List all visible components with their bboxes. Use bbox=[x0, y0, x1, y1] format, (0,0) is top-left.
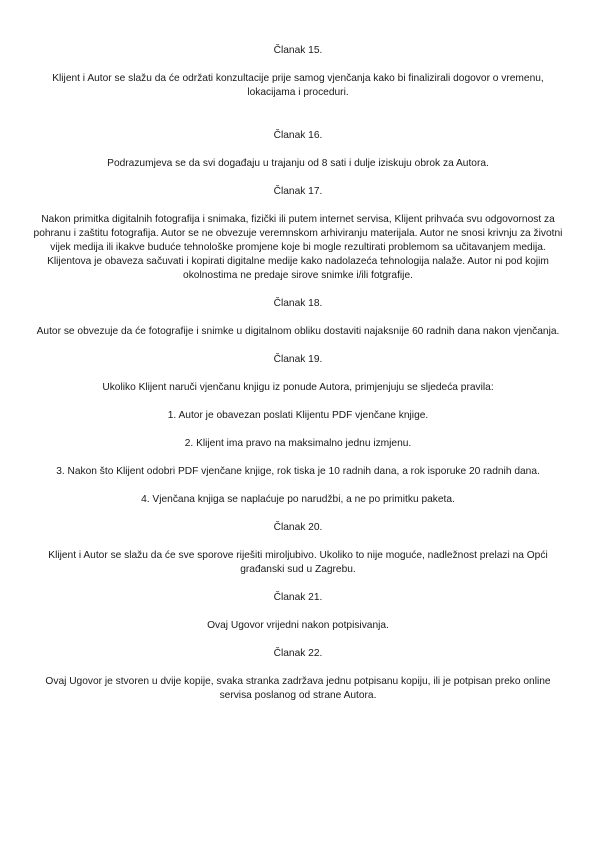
article-heading-15: Članak 15. bbox=[273, 45, 323, 56]
article-heading-22: Članak 22. bbox=[273, 648, 323, 659]
article-heading-18: Članak 18. bbox=[273, 298, 323, 309]
article-heading-21: Članak 21. bbox=[273, 592, 323, 603]
article-18-paragraph: Autor se obvezuje da će fotografije i snimke u digitalnom obliku dostaviti najaksnije 60 radnih dana nakon vjenčanja. bbox=[36, 326, 560, 337]
article-19-rule-1: 1. Autor je obavezan poslati Klijentu PDF vjenčane knjige. bbox=[167, 410, 429, 421]
article-heading-16: Članak 16. bbox=[273, 130, 323, 141]
article-19-intro: Ukoliko Klijent naruči vjenčanu knjigu iz ponude Autora, primjenjuju se sljedeća pravila: bbox=[102, 382, 494, 393]
article-19-rule-4: 4. Vjenčana knjiga se naplaćuje po narudžbi, a ne po primitku paketa. bbox=[141, 494, 455, 505]
article-heading-17: Članak 17. bbox=[273, 186, 323, 197]
article-20-paragraph: Klijent i Autor se slažu da će sve sporove riješiti miroljubivo. Ukoliko to nije moguće, nadležnost prelazi na Opći građanski sud u Zagrebu. bbox=[48, 550, 548, 575]
article-19-rule-3: 3. Nakon što Klijent odobri PDF vjenčane knjige, rok tiska je 10 radnih dana, a rok isporuke 20 radnih dana. bbox=[56, 466, 540, 477]
article-19-rule-2: 2. Klijent ima pravo na maksimalno jednu izmjenu. bbox=[184, 438, 412, 449]
article-16-paragraph: Podrazumjeva se da svi događaju u trajanju od 8 sati i dulje iziskuju obrok za Autora. bbox=[107, 158, 489, 169]
article-22-paragraph: Ovaj Ugovor je stvoren u dvije kopije, svaka stranka zadržava jednu potpisanu kopiju, ili je potpisan preko online servisa poslanog od strane Autora. bbox=[45, 676, 551, 701]
article-heading-19: Članak 19. bbox=[273, 354, 323, 365]
article-21-paragraph: Ovaj Ugovor vrijedni nakon potpisivanja. bbox=[207, 620, 389, 631]
article-heading-20: Članak 20. bbox=[273, 522, 323, 533]
contract-page bbox=[32, 44, 564, 703]
article-15-paragraph: Klijent i Autor se slažu da će održati konzultacije prije samog vjenčanja kako bi finalizirali dogovor o vremenu, lokacijama i proceduri. bbox=[52, 73, 544, 98]
article-17-paragraph: Nakon primitka digitalnih fotografija i snimaka, fizički ili putem internet servisa, Klijent prihvaća svu odgovornost za pohranu i zaštitu fotografija. Autor se ne obvezuje veremnskom arhiviranju materijala. Autor ne snosi krivnju za životni vijek medija ili ikakve buduće tehnološke promjene koje bi mogle rezultirati problemom sa učitavanjem medija. Klijentova je obaveza sačuvati i kopirati digitalne medije kako nadolazeća tehnologija nalaže. Autor ni pod kojim okolnostima ne predaje sirove snimke i/ili fotgrafije. bbox=[33, 214, 563, 281]
